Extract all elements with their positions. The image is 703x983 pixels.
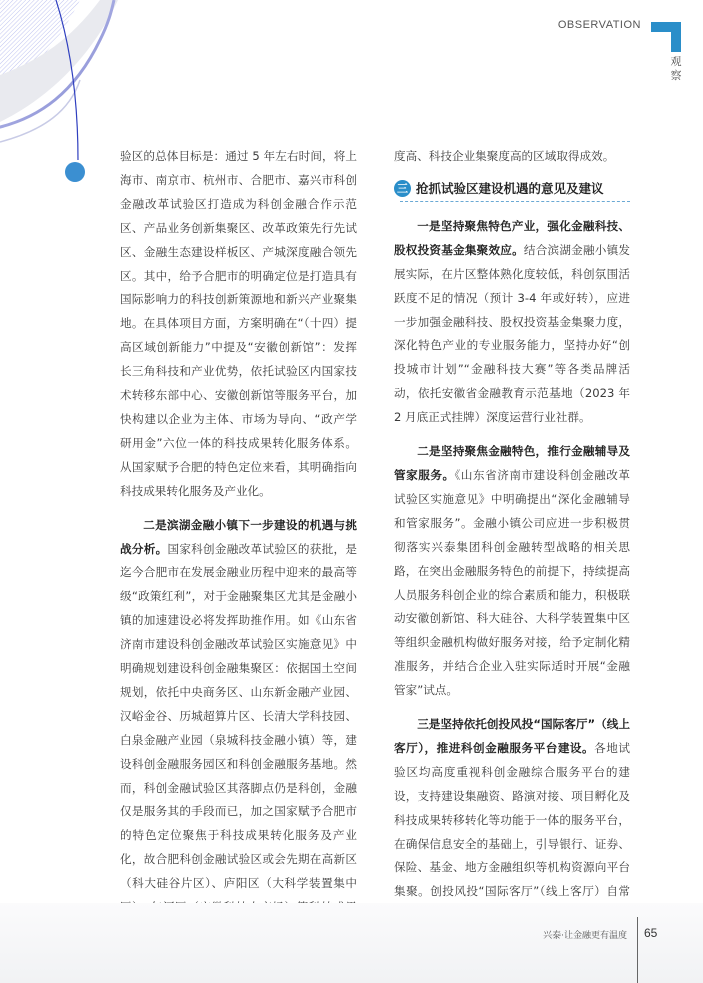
paragraph <box>394 713 630 928</box>
paragraph-body: 国家科创金融改革试验区的获批，是迄今合肥市在发展金融业历程中迎来的最高等级“政策红利”，对于金融聚集区尤其是金融小镇的加速建设必将发挥助推作用。如《山东省济南市建设科创金融改革试验区实施意见》中明确规划建设科创金融集聚区：依据国土空间规划，依托中央商务区、山东新金融产业园、汉峪金谷、历城超算片区、长清大学科技园、白泉金融产业园（泉城科技金融小镇）等，建设科创金融服务园区和科创金融服务基地。然而，科创金融试验区其落脚点仍是科创，金融仅是服务其的手段而已，加之国家赋予合肥市的特色定位聚焦于科技成果转化服务及产业化，故合肥科创金融试验区或会先期在高新区（科大硅谷片区）、庐阳区（大科学装置集中 <box>120 541 357 891</box>
hook-mark-icon <box>651 22 681 52</box>
paragraph <box>394 440 630 703</box>
paragraph <box>394 215 630 430</box>
paragraph <box>120 514 357 944</box>
vertical-title: 观察 <box>670 55 682 82</box>
footer-divider <box>637 917 638 983</box>
section-title: 抢抓试验区建设机遇的意见及建议 <box>416 180 604 196</box>
section-rule <box>400 200 630 202</box>
paragraph-body: 各地试验区均高度重视科创金融综合服务平台的建设，支持建设集融资、路演对接、项目孵化及科技成果转移转化等功能于一体的服务平台，在确保信息安全的基础上，引导银行、证券、保险、基金、地方金融组织等机构资源向平台集聚。创投风投“国际客厅”（线上客厅）自常 <box>394 740 630 899</box>
paragraph-lead: 三是坚持依托创投风投“国际客厅”（线上客厅），推进科创金融服务平台建设。 <box>394 717 630 755</box>
section-heading <box>394 176 630 202</box>
paragraph-body: 《山东省济南市建设科创金融改革试验区实施意见》中明确提出“深化金融辅导和管家服务”。金融小镇公司应进一步积极贯彻落实兴泰集团科创金融转型战略的相关思路，在突出金融服务特色的前提下，持续提高人员服务科创企业的综合素质和能力，积极联动安徽创新馆、科大硅谷、大科学装置集中区等组织金融机构做好服务对接，给予定制化精准服务，并结合企业入驻实际适时开展“金融管家”试点。 <box>394 467 630 698</box>
left-column <box>120 145 357 944</box>
section-number-badge: 三 <box>394 180 411 197</box>
paragraph: 度高、科技企业集聚度高的区域取得成效。 <box>394 149 615 163</box>
page-number: 65 <box>644 926 658 940</box>
accent-dot <box>65 162 85 182</box>
paragraph: 验区的总体目标是：通过 5 年左右时间，将上海市、南京市、杭州市、合肥市、嘉兴市科创金融改革试验区打造成为科创金融合作示范区、产品业务创新集聚区、改革政策先行先试区、金融生态建设样板区、产城深度融合领先区。其中，给予合肥市的明确定位是打造具有国际影响力的科技创新策源地和新兴产业聚集地。在具体项目方面，方案明确在“（十四）提高区域创新能力”中提及“安徽创新馆”：发挥长三角科技和产业优势，依托试验区内国家技术转移东部中心、安徽创新馆等服务平台，加快构建以企业为主体、市场为导向、“政产学研用金”六位一体的科技成果转化服务体系。从国家赋予合肥的特色定位来看，其明确指向科技成果转化服务及产业化。 <box>120 149 357 498</box>
right-column <box>394 145 630 928</box>
footer-band <box>0 903 703 983</box>
footer-slogan: 兴泰·让金融更有温度 <box>543 931 627 941</box>
section-label: OBSERVATION <box>557 19 641 31</box>
paragraph-body: 结合滨湖金融小镇发展实际，在片区整体熟化度较低，科创氛围活跃度不足的情况（预计 3-4 年或好转），应进一步加强金融科技、股权投资基金集聚力度，深化特色产业的专业服务能力，坚持办好“创投城市计划”“金融科技大赛”等各类品牌活动，依托安徽省金融教育示范基地（2023 年 2 月底正式挂牌）深度运营行业社群。 <box>394 242 630 425</box>
paragraph-lead: 二是滨湖金融小镇下一步建设的机遇与挑战分析。 <box>120 517 357 556</box>
paragraph-lead: 二是坚持聚焦金融特色，推行金融辅导及管家服务。 <box>394 444 630 482</box>
paragraph-lead: 一是坚持聚焦特色产业，强化金融科技、股权投资基金集聚效应。 <box>394 218 630 257</box>
